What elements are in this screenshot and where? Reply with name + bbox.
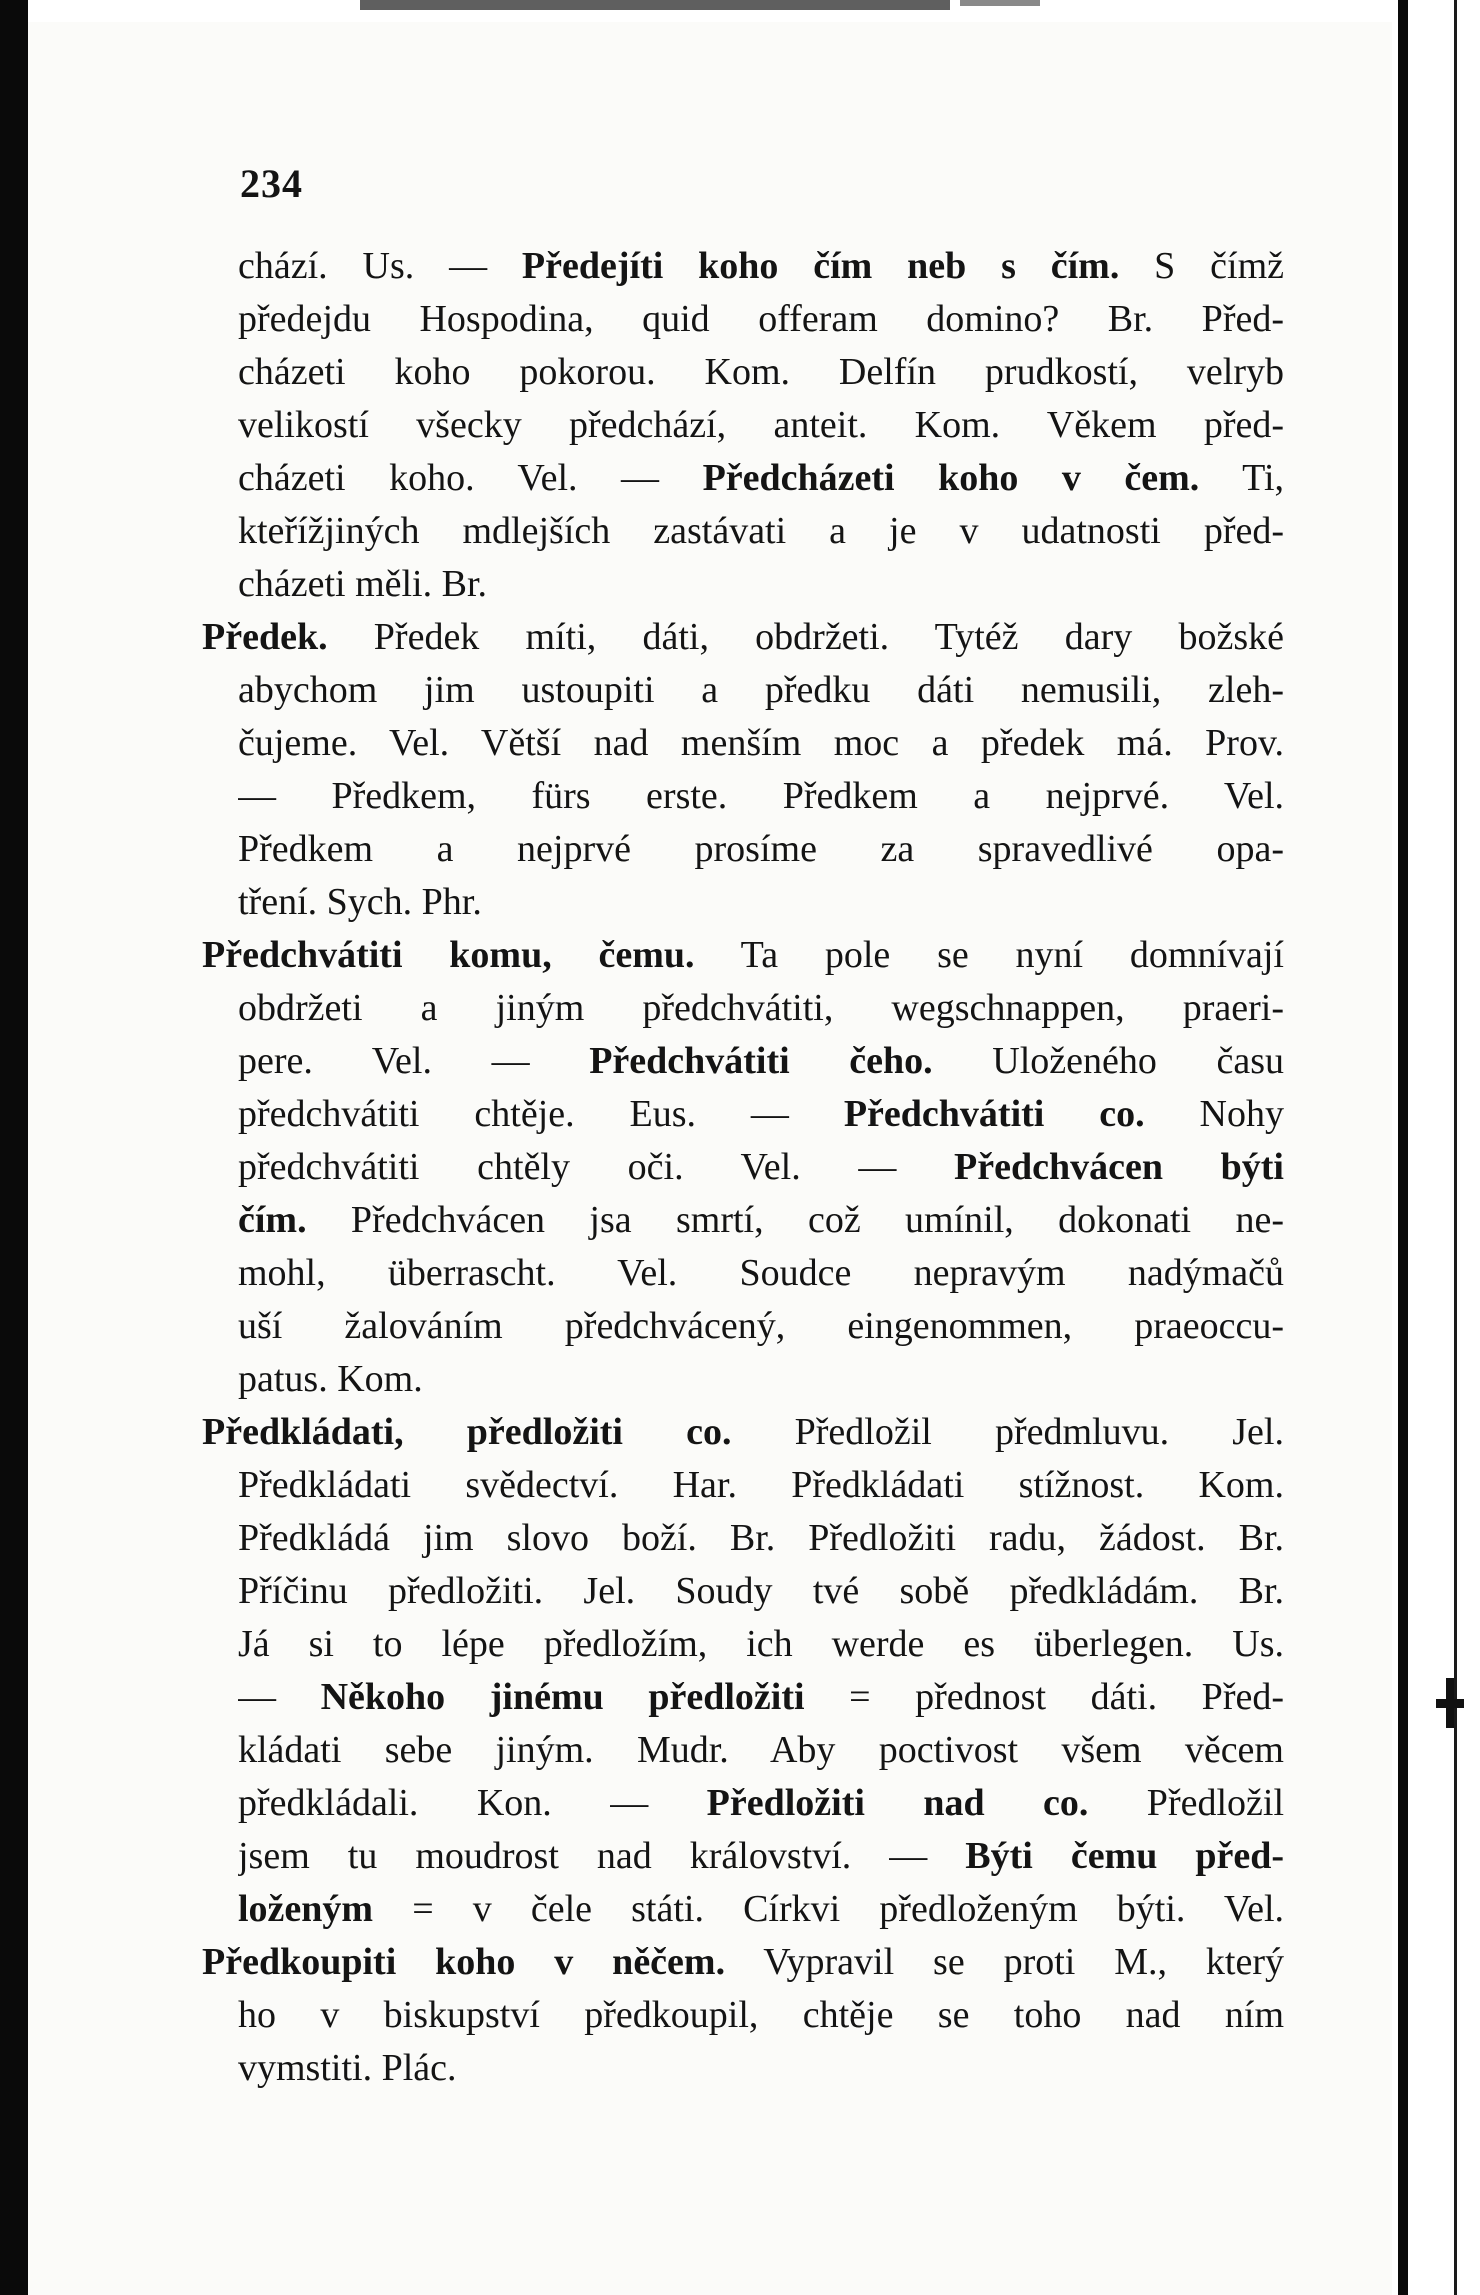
text-run: Nohy [1144, 1093, 1284, 1135]
scan-right-edge-line [1454, 0, 1457, 2295]
text-run: S čímž [1119, 245, 1284, 287]
text-run: kteřížjiných mdlejších zastávati a je v udatnosti před- [238, 510, 1284, 552]
text-line [238, 1883, 1284, 1936]
text-line [238, 1300, 1284, 1353]
text-run: cházeti měli. Br. [238, 563, 488, 605]
headword: Předejíti koho čím neb s čím. [521, 245, 1120, 287]
text-run: Příčinu předložiti. Jel. Soudy tvé sobě předkládám. Br. [238, 1570, 1284, 1612]
text-line [238, 558, 1284, 611]
text-run: předchvátiti chtěje. Eus. — [238, 1093, 844, 1135]
text-line [238, 2042, 1284, 2095]
text-run: chází. Us. — [238, 245, 522, 287]
headword: Předchvátiti čeho. [589, 1040, 933, 1082]
scan-right-border [1398, 0, 1408, 2295]
text-run: Předchvácen jsa smrtí, což umínil, dokonati ne- [306, 1199, 1284, 1241]
entry-headword-line [202, 1936, 1284, 1989]
text-run: vymstiti. Plác. [238, 2047, 457, 2089]
text-run: = přednost dáti. Před- [804, 1676, 1284, 1718]
text-line [238, 1724, 1284, 1777]
text-run: čujeme. Vel. Větší nad menším moc a předek má. Prov. [238, 722, 1284, 764]
text-run: cházeti koho pokorou. Kom. Delfín prudkostí, velryb [238, 351, 1284, 393]
text-line [238, 982, 1284, 1035]
text-run: Předkládá jim slovo boží. Br. Předložiti radu, žádost. Br. [238, 1517, 1284, 1559]
text-line [238, 664, 1284, 717]
text-run: pere. Vel. — [238, 1040, 590, 1082]
text-line [238, 1671, 1284, 1724]
text-run: kládati sebe jiným. Mudr. Aby poctivost všem věcem [238, 1729, 1284, 1771]
headword: Předložiti nad co. [706, 1782, 1089, 1824]
text-line [238, 1353, 1284, 1406]
entry-headword-line [202, 929, 1284, 982]
text-line [238, 1088, 1284, 1141]
text-run: Předložil [1088, 1782, 1284, 1824]
scan-edge-mark-bar [1436, 1699, 1464, 1708]
text-line [238, 1035, 1284, 1088]
text-run: Předložil předmluvu. Jel. [731, 1411, 1284, 1453]
text-run: předkládali. Kon. — [238, 1782, 707, 1824]
entry-headword-line [202, 611, 1284, 664]
text-run: patus. Kom. [238, 1358, 423, 1400]
text-run: uší žalováním předchvácený, eingenommen, praeoccu- [238, 1305, 1284, 1347]
text-line [238, 505, 1284, 558]
text-line [238, 1247, 1284, 1300]
text-run: Ta pole se nyní domnívají [694, 934, 1284, 976]
text-line [238, 1777, 1284, 1830]
text-run: cházeti koho. Vel. — [238, 457, 703, 499]
scan-left-border [0, 0, 28, 2295]
text-run: jsem tu moudrost nad království. — [238, 1835, 966, 1877]
headword: Předcházeti koho v čem. [702, 457, 1200, 499]
text-line [238, 1512, 1284, 1565]
text-run: Já si to lépe předložím, ich werde es überlegen. Us. [238, 1623, 1284, 1665]
text-line [238, 1618, 1284, 1671]
text-line [238, 1459, 1284, 1512]
headword: Předkládati, předložiti co. [202, 1411, 732, 1453]
text-run: obdržeti a jiným předchvátiti, wegschnappen, praeri- [238, 987, 1284, 1029]
text-run: Ti, [1199, 457, 1284, 499]
text-run: předchvátiti chtěly oči. Vel. — [238, 1146, 955, 1188]
text-line [238, 717, 1284, 770]
text-run: — Předkem, fürs erste. Předkem a nejprvé. Vel. [238, 775, 1284, 817]
headword: Předek. [202, 616, 328, 658]
text-line [238, 1989, 1284, 2042]
text-line [238, 452, 1284, 505]
text-line [238, 240, 1284, 293]
text-line [238, 293, 1284, 346]
headword: Býti čemu před- [965, 1835, 1284, 1877]
headword: Předchvácen býti [954, 1146, 1284, 1188]
text-run: Předek míti, dáti, obdržeti. Tytéž dary božské [327, 616, 1284, 658]
text-line [238, 1194, 1284, 1247]
dictionary-text [202, 240, 1284, 2095]
text-run: abychom jim ustoupiti a předku dáti nemusili, zleh- [238, 669, 1284, 711]
text-run: — [238, 1676, 321, 1718]
headword: Předchvátiti komu, čemu. [202, 934, 695, 976]
text-run: Vypravil se proti M., který [725, 1941, 1284, 1983]
text-line [238, 1141, 1284, 1194]
headword: Někoho jinému předložiti [320, 1676, 805, 1718]
text-run: Uloženého času [932, 1040, 1284, 1082]
text-run: tření. Sych. Phr. [238, 881, 482, 923]
scan-top-artifact-small [960, 0, 1040, 6]
headword: čím. [238, 1199, 307, 1241]
text-run: předejdu Hospodina, quid offeram domino? Br. Před- [238, 298, 1284, 340]
text-run: velikostí všecky předchází, anteit. Kom. Věkem před- [238, 404, 1284, 446]
text-run: ho v biskupství předkoupil, chtěje se toho nad ním [238, 1994, 1284, 2036]
text-line [238, 1830, 1284, 1883]
text-run: Předkládati svědectví. Har. Předkládati stížnost. Kom. [238, 1464, 1284, 1506]
text-line [238, 876, 1284, 929]
text-run: = v čele státi. Církvi předloženým býti. Vel. [373, 1888, 1284, 1930]
headword: Předchvátiti co. [843, 1093, 1145, 1135]
page-number: 234 [240, 161, 303, 206]
headword: loženým [238, 1888, 374, 1930]
text-run: Předkem a nejprvé prosíme za spravedlivé opa- [238, 828, 1284, 870]
text-line [238, 346, 1284, 399]
entry-headword-line [202, 1406, 1284, 1459]
text-line [238, 823, 1284, 876]
text-line [238, 770, 1284, 823]
scan-top-artifact [360, 0, 950, 10]
headword: Předkoupiti koho v něčem. [202, 1941, 726, 1983]
text-run: mohl, überrascht. Vel. Soudce nepravým nadýmačů [238, 1252, 1284, 1294]
text-line [238, 399, 1284, 452]
text-line [238, 1565, 1284, 1618]
